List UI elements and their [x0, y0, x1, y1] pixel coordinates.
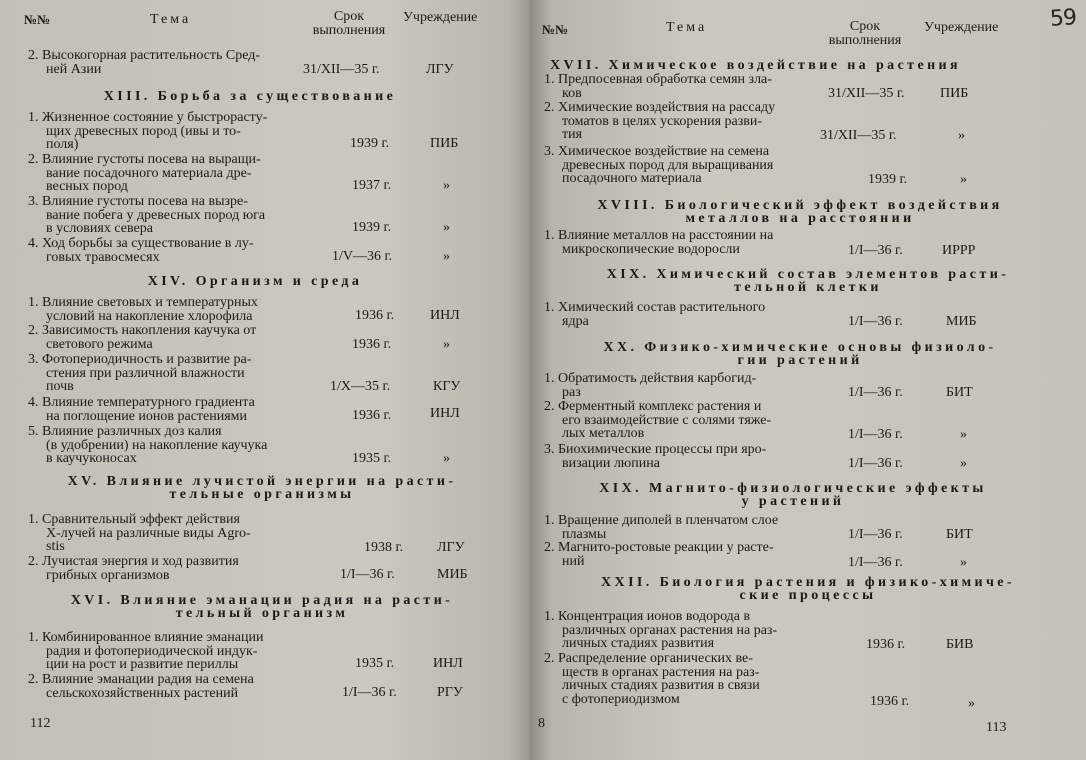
section-title: XIV. Организм и среда	[147, 274, 363, 289]
section-title-line1: XVIII. Биологический эффект воздействия	[597, 198, 1003, 213]
item-line: его взаимодействие с солями тяже-	[562, 412, 772, 428]
section-title-line2: тельный организм	[175, 606, 349, 621]
list-item	[544, 301, 765, 328]
item-institution: ЛГУ	[426, 62, 454, 77]
item-date: 1936 г.	[352, 337, 392, 352]
list-item	[28, 237, 254, 264]
item-institution: »	[960, 555, 967, 570]
item-institution: ИНЛ	[430, 406, 460, 421]
item-line: поля)	[46, 137, 79, 153]
list-item	[544, 541, 774, 568]
item-line: светового режима	[46, 336, 153, 352]
section-title-line1: XX. Физико-химические основы физиоло-	[603, 340, 997, 355]
list-item	[28, 555, 239, 582]
item-line: ков	[562, 85, 582, 101]
right-page	[530, 0, 1086, 760]
item-line: 1. Предпосевная обработка семян зла-	[544, 72, 772, 87]
item-line: ции на рост и развитие периллы	[46, 657, 239, 673]
section-title	[530, 576, 1086, 602]
item-date: 1/I—36 г.	[848, 314, 903, 329]
item-institution: »	[443, 178, 450, 193]
item-line: 4. Ход борьбы за существование в лу-	[28, 236, 254, 251]
item-line: древесных пород для выращивания	[562, 157, 774, 173]
item-institution: МИБ	[437, 567, 468, 582]
page-number: 113	[986, 720, 1007, 735]
item-line: 1. Жизненное состояние у быстрорасту-	[28, 110, 268, 125]
header-num: №№	[542, 22, 569, 37]
item-line: 2. Влияние густоты посева на выращи-	[28, 152, 261, 167]
section-title-line2: тельные организмы	[169, 487, 355, 502]
list-item	[544, 101, 775, 142]
section-title-line2: у растений	[741, 494, 845, 509]
section-title-line2: металлов на расстоянии	[685, 211, 915, 226]
item-line: 3. Фотопериодичность и развитие ра-	[28, 352, 252, 367]
item-line: на поглощение ионов растениями	[46, 408, 248, 424]
section-title: XVII. Химическое воздействие на растения	[550, 58, 961, 73]
item-institution: »	[443, 249, 450, 264]
item-institution: »	[443, 220, 450, 235]
list-item	[28, 111, 267, 152]
item-date: 1939 г.	[350, 136, 390, 151]
header-srok-line1: Срок	[333, 9, 365, 24]
header-srok-line2: выполнения	[828, 33, 902, 48]
item-line: 1. Комбинированное влияние эманации	[28, 630, 264, 645]
item-line: с фотопериодизмом	[562, 691, 680, 707]
section-title-line1: XV. Влияние лучистой энергии на расти-	[67, 474, 457, 489]
item-line: личных стадиях развития	[562, 636, 715, 652]
section-title	[530, 341, 1070, 367]
item-line: говых травосмесях	[46, 249, 160, 265]
section-title-line2: гии растений	[737, 353, 863, 368]
item-line: 2. Влияние эманации радия на семена	[28, 672, 254, 687]
item-institution: БИТ	[946, 385, 973, 400]
item-line: ней Азии	[46, 61, 102, 77]
item-date: 1/I—36 г.	[848, 427, 903, 442]
item-line: различных органах растения на раз-	[562, 622, 778, 638]
item-line: раз	[562, 384, 581, 400]
item-line: 3. Химическое воздействие на семена	[544, 144, 770, 159]
section-title-line1: XIX. Химический состав элементов расти-	[606, 267, 1010, 282]
list-item	[544, 652, 760, 706]
list-item	[28, 396, 255, 423]
header-srok	[304, 10, 394, 38]
section-title	[530, 482, 1056, 508]
header-uchr: Учреждение	[924, 20, 999, 35]
item-line: ядра	[562, 313, 589, 329]
item-line: сельскохозяйственных растений	[46, 685, 239, 701]
section-title-line2: тельной клетки	[734, 280, 882, 295]
signature-number: 8	[538, 716, 545, 731]
item-institution: ПИБ	[430, 136, 459, 151]
item-line: стения при различной влажности	[46, 365, 245, 381]
header-num: №№	[24, 12, 51, 27]
list-item	[28, 153, 261, 194]
item-institution: »	[958, 128, 965, 143]
item-line: 1. Влияние световых и температурных	[28, 295, 258, 310]
item-line: 5. Влияние различных доз калия	[28, 424, 222, 439]
item-line: весных пород	[46, 179, 128, 195]
item-line: в условиях севера	[46, 221, 153, 237]
item-line: тия	[562, 127, 583, 143]
list-item	[28, 49, 260, 76]
item-date: 1936 г.	[870, 694, 910, 709]
item-line: ний	[562, 553, 585, 569]
item-date: 31/XII—35 г.	[303, 62, 380, 77]
item-institution: РГУ	[437, 685, 463, 700]
section-title-line1: XVI. Влияние эманации радия на расти-	[70, 593, 454, 608]
item-institution: »	[443, 451, 450, 466]
item-institution: »	[960, 427, 967, 442]
item-institution: ИНЛ	[433, 656, 463, 671]
item-date: 1/I—36 г.	[848, 243, 903, 258]
item-date: 1939 г.	[352, 220, 392, 235]
item-date: 1936 г.	[355, 308, 395, 323]
item-line: лых металлов	[562, 426, 645, 442]
item-line: в каучуконосах	[46, 451, 137, 467]
left-page	[0, 0, 530, 760]
item-date: 1937 г.	[352, 178, 392, 193]
list-item	[28, 631, 263, 672]
item-line: 3. Биохимические процессы при яро-	[544, 442, 767, 457]
item-institution: »	[960, 456, 967, 471]
item-line: X-лучей на различные виды Agro-	[46, 525, 251, 541]
item-date: 1935 г.	[352, 451, 392, 466]
item-institution: ИРРР	[942, 243, 976, 258]
item-line: плазмы	[562, 526, 607, 542]
item-line: 2. Высокогорная растительность Сред-	[28, 48, 261, 63]
item-date: 1939 г.	[868, 172, 908, 187]
header-tema: Тема	[666, 20, 708, 35]
item-line: вание побега у древесных пород юга	[46, 207, 266, 223]
list-item	[544, 610, 777, 651]
list-item	[28, 324, 256, 351]
item-institution: »	[960, 172, 967, 187]
item-line: 1. Обратимость действия карбогид-	[544, 371, 757, 386]
item-institution: ПИБ	[940, 86, 969, 101]
item-date: 1/I—36 г.	[848, 527, 903, 542]
item-date: 1/I—36 г.	[848, 456, 903, 471]
item-institution: »	[968, 696, 975, 711]
item-line: 1. Вращение диполей в пленчатом слое	[544, 513, 779, 528]
item-line: stis	[46, 539, 65, 555]
section-title: XIII. Борьба за существование	[103, 89, 397, 104]
list-item	[544, 145, 773, 186]
item-date: 1/V—36 г.	[332, 249, 393, 264]
item-line: 1. Сравнительный эффект действия	[28, 512, 240, 527]
item-institution: БИТ	[946, 527, 973, 542]
section-title	[530, 199, 1070, 225]
item-institution: БИВ	[946, 637, 974, 652]
section-title-line1: XXII. Биология растения и физико-химиче-	[601, 575, 1015, 590]
list-item	[28, 353, 251, 394]
list-item	[544, 73, 772, 100]
item-line: личных стадиях развития в связи	[562, 678, 760, 694]
item-line: 2. Магнито-ростовые реакции у расте-	[544, 540, 774, 555]
list-item	[28, 513, 251, 554]
list-item	[544, 400, 771, 441]
item-line: посадочного материала	[562, 171, 702, 187]
list-item	[28, 296, 258, 323]
item-line: 3. Влияние густоты посева на вызре-	[28, 194, 248, 209]
item-date: 1/X—35 г.	[330, 379, 391, 394]
item-date: 1938 г.	[364, 540, 404, 555]
header-srok-line2: выполнения	[312, 23, 386, 38]
item-institution: ИНЛ	[430, 308, 460, 323]
item-line: 1. Химический состав растительного	[544, 300, 766, 315]
item-line: условий на накопление хлорофила	[46, 308, 253, 324]
list-item	[544, 514, 778, 541]
item-institution: ЛГУ	[437, 540, 465, 555]
item-institution: КГУ	[433, 379, 461, 394]
item-line: 4. Влияние температурного градиента	[28, 395, 255, 410]
list-item	[544, 229, 773, 256]
list-item	[28, 425, 267, 466]
item-date: 1/I—36 г.	[340, 567, 395, 582]
item-line: 2. Ферментный комплекс растения и	[544, 399, 762, 414]
item-line: почв	[46, 379, 74, 395]
item-date: 1936 г.	[352, 408, 392, 423]
list-item	[28, 195, 265, 236]
header-tema: Тема	[150, 12, 192, 27]
section-title-line1: XIX. Магнито-физиологические эффекты	[599, 481, 987, 496]
item-line: микроскопические водоросли	[562, 241, 740, 257]
item-line: ществ в органах растения на раз-	[562, 664, 760, 680]
item-date: 1/I—36 г.	[342, 685, 397, 700]
section-title	[0, 594, 524, 620]
item-date: 1/I—36 г.	[848, 555, 903, 570]
item-line: 1. Концентрация ионов водорода в	[544, 609, 751, 624]
item-line: 2. Распределение органических ве-	[544, 651, 753, 666]
item-institution: »	[443, 337, 450, 352]
item-date: 31/XII—35 г.	[820, 128, 897, 143]
item-line: щих древесных пород (ивы и то-	[46, 123, 241, 139]
item-line: 2. Лучистая энергия и ход развития	[28, 554, 239, 569]
handwritten-number: 59	[1049, 5, 1077, 32]
list-item	[28, 673, 254, 700]
header-uchr: Учреждение	[403, 10, 478, 25]
item-line: грибных организмов	[46, 567, 170, 583]
item-date: 1/I—36 г.	[848, 385, 903, 400]
item-line: (в удобрении) на накопление каучука	[46, 437, 268, 453]
item-line: визации люпина	[562, 455, 660, 471]
item-line: радия и фотопериодической индук-	[46, 643, 258, 659]
list-item	[544, 443, 766, 470]
item-date: 1935 г.	[355, 656, 395, 671]
item-line: 2. Химические воздействия на рассаду	[544, 100, 776, 115]
item-line: 2. Зависимость накопления каучука от	[28, 323, 257, 338]
header-srok	[815, 20, 915, 48]
list-item	[544, 372, 756, 399]
item-date: 31/XII—35 г.	[828, 86, 905, 101]
item-date: 1936 г.	[866, 637, 906, 652]
section-title-line2: ские процессы	[739, 588, 877, 603]
page-number: 112	[30, 716, 51, 731]
header-srok-line1: Срок	[849, 19, 881, 34]
item-line: 1. Влияние металлов на расстоянии на	[544, 228, 774, 243]
item-line: томатов в целях ускорения разви-	[562, 113, 763, 129]
section-title	[0, 475, 524, 501]
item-institution: МИБ	[946, 314, 977, 329]
item-line: вание посадочного материала дре-	[46, 165, 252, 181]
section-title	[530, 268, 1086, 294]
